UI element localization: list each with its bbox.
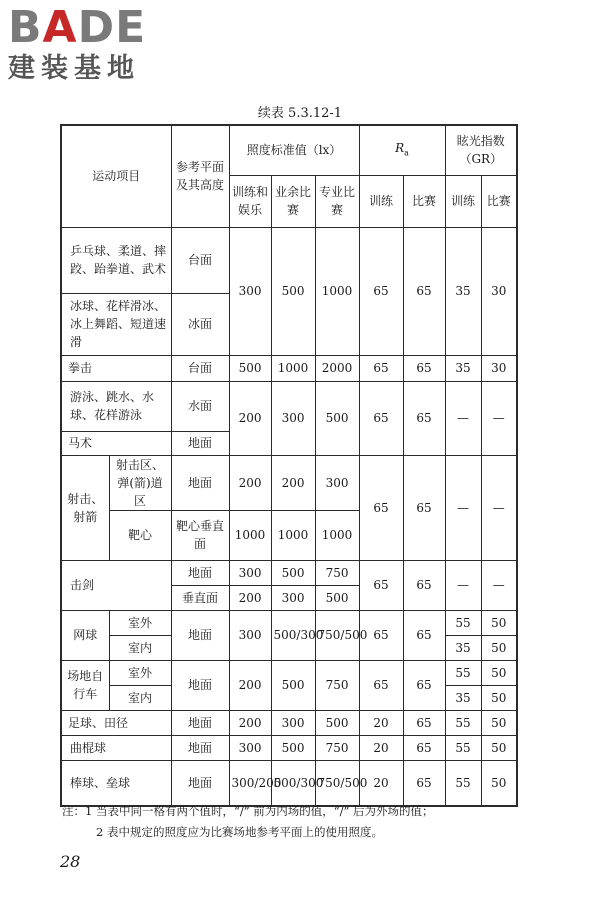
value-cell: 65 xyxy=(403,227,445,355)
header-rs-training: 训练 xyxy=(359,175,403,227)
value-cell: 65 xyxy=(403,560,445,610)
value-cell: 200 xyxy=(229,660,271,710)
value-cell: 50 xyxy=(481,735,517,760)
plane-cell: 靶心垂直面 xyxy=(171,510,229,560)
plane-cell: 垂直面 xyxy=(171,585,229,610)
value-cell: 500 xyxy=(271,560,315,585)
sport-cell: 曲棍球 xyxy=(61,735,171,760)
value-cell: 50 xyxy=(481,635,517,660)
header-rs: $R_a$ xyxy=(359,125,445,175)
sub-sport-cell: 室外 xyxy=(109,610,171,635)
value-cell: 65 xyxy=(359,355,403,381)
value-cell: 200 xyxy=(229,710,271,735)
value-cell: 500/300 xyxy=(271,760,315,806)
header-glare: 眩光指数（GR） xyxy=(445,125,517,175)
value-cell: 1000 xyxy=(315,510,359,560)
value-cell: 55 xyxy=(445,610,481,635)
value-cell: 50 xyxy=(481,660,517,685)
table-row xyxy=(61,560,517,585)
value-cell: — xyxy=(445,381,481,455)
plane-cell: 地面 xyxy=(171,560,229,585)
value-cell: 50 xyxy=(481,760,517,806)
brand-logo xyxy=(8,2,178,86)
value-cell: 500 xyxy=(271,735,315,760)
value-cell: 300 xyxy=(229,227,271,355)
header-sport: 运动项目 xyxy=(61,125,171,227)
table-row xyxy=(61,710,517,735)
value-cell: 65 xyxy=(359,610,403,660)
sport-cell: 射击、射箭 xyxy=(61,455,109,560)
value-cell: 55 xyxy=(445,735,481,760)
sport-cell: 马术 xyxy=(61,431,171,455)
sport-cell: 足球、田径 xyxy=(61,710,171,735)
plane-cell: 地面 xyxy=(171,710,229,735)
value-cell: 750/500 xyxy=(315,760,359,806)
value-cell: 1000 xyxy=(315,227,359,355)
value-cell: 300 xyxy=(271,381,315,455)
value-cell: 65 xyxy=(359,227,403,355)
value-cell: 35 xyxy=(445,227,481,355)
value-cell: 750 xyxy=(315,735,359,760)
value-cell: 65 xyxy=(359,660,403,710)
value-cell: 20 xyxy=(359,710,403,735)
plane-cell: 地面 xyxy=(171,660,229,710)
sub-sport-cell: 室内 xyxy=(109,635,171,660)
table-row xyxy=(61,760,517,806)
value-cell: 65 xyxy=(359,455,403,560)
value-cell: — xyxy=(445,455,481,560)
sport-cell: 击剑 xyxy=(61,560,171,610)
brand-wordmark: BADE xyxy=(8,2,147,53)
value-cell: 65 xyxy=(403,760,445,806)
plane-cell: 冰面 xyxy=(171,293,229,355)
illuminance-table xyxy=(60,124,518,807)
page-number: 28 xyxy=(60,852,81,871)
table-row xyxy=(61,355,517,381)
table-notes xyxy=(62,801,562,843)
header-training: 训练和娱乐 xyxy=(229,175,271,227)
sport-cell: 乒乓球、柔道、摔跤、跆拳道、武术 xyxy=(61,227,171,293)
plane-cell: 水面 xyxy=(171,381,229,431)
value-cell: 500 xyxy=(271,660,315,710)
plane-cell: 地面 xyxy=(171,431,229,455)
header-pro: 专业比赛 xyxy=(315,175,359,227)
value-cell: — xyxy=(481,560,517,610)
value-cell: 35 xyxy=(445,685,481,710)
sport-cell: 拳击 xyxy=(61,355,171,381)
value-cell: — xyxy=(481,381,517,455)
header-illuminance: 照度标准值（lx） xyxy=(229,125,359,175)
header-amateur: 业余比赛 xyxy=(271,175,315,227)
plane-cell: 地面 xyxy=(171,735,229,760)
value-cell: 300 xyxy=(271,585,315,610)
value-cell: 2000 xyxy=(315,355,359,381)
value-cell: 65 xyxy=(403,735,445,760)
value-cell: 65 xyxy=(403,610,445,660)
value-cell: 65 xyxy=(403,381,445,455)
header-gr-training: 训练 xyxy=(445,175,481,227)
sport-cell: 场地自行车 xyxy=(61,660,109,710)
brand-subtitle: 建装基地 xyxy=(8,53,140,84)
value-cell: 300 xyxy=(229,610,271,660)
value-cell: 1000 xyxy=(271,355,315,381)
value-cell: 500/300 xyxy=(271,610,315,660)
table-row xyxy=(61,381,517,431)
sport-cell: 冰球、花样滑冰、冰上舞蹈、短道速滑 xyxy=(61,293,171,355)
value-cell: 1000 xyxy=(229,510,271,560)
sport-cell: 棒球、垒球 xyxy=(61,760,171,806)
sub-sport-cell: 射击区、弹(箭)道区 xyxy=(109,455,171,510)
table-row xyxy=(61,735,517,760)
value-cell: 200 xyxy=(229,381,271,455)
sub-sport-cell: 室内 xyxy=(109,685,171,710)
header-row xyxy=(61,125,517,175)
plane-cell: 地面 xyxy=(171,610,229,660)
plane-cell: 地面 xyxy=(171,760,229,806)
value-cell: 300 xyxy=(229,735,271,760)
table-row xyxy=(61,660,517,685)
value-cell: 30 xyxy=(481,355,517,381)
value-cell: 300 xyxy=(229,560,271,585)
table-row xyxy=(61,455,517,510)
value-cell: 35 xyxy=(445,635,481,660)
header-rs-match: 比赛 xyxy=(403,175,445,227)
value-cell: 500 xyxy=(315,381,359,455)
sport-cell: 游泳、跳水、水球、花样游泳 xyxy=(61,381,171,431)
table-row xyxy=(61,227,517,293)
value-cell: 300/200 xyxy=(229,760,271,806)
sub-sport-cell: 室外 xyxy=(109,660,171,685)
value-cell: 500 xyxy=(315,585,359,610)
value-cell: 50 xyxy=(481,610,517,635)
value-cell: 200 xyxy=(229,585,271,610)
value-cell: 200 xyxy=(271,455,315,510)
header-ref-plane: 参考平面及其高度 xyxy=(171,125,229,227)
plane-cell: 台面 xyxy=(171,227,229,293)
value-cell: 65 xyxy=(403,660,445,710)
value-cell: 750 xyxy=(315,660,359,710)
value-cell: 500 xyxy=(229,355,271,381)
value-cell: 300 xyxy=(271,710,315,735)
value-cell: 65 xyxy=(403,455,445,560)
plane-cell: 地面 xyxy=(171,455,229,510)
value-cell: 50 xyxy=(481,710,517,735)
table-row xyxy=(61,610,517,635)
value-cell: 65 xyxy=(403,355,445,381)
note-2: 2 表中规定的照度应为比赛场地参考平面上的使用照度。 xyxy=(96,825,383,839)
value-cell: 200 xyxy=(229,455,271,510)
value-cell: 55 xyxy=(445,660,481,685)
value-cell: 300 xyxy=(315,455,359,510)
value-cell: 50 xyxy=(481,685,517,710)
plane-cell: 台面 xyxy=(171,355,229,381)
value-cell: 55 xyxy=(445,760,481,806)
value-cell: 65 xyxy=(359,381,403,455)
value-cell: 35 xyxy=(445,355,481,381)
value-cell: 750/500 xyxy=(315,610,359,660)
value-cell: 1000 xyxy=(271,510,315,560)
value-cell: 500 xyxy=(315,710,359,735)
value-cell: — xyxy=(481,455,517,560)
value-cell: 55 xyxy=(445,710,481,735)
sport-cell: 网球 xyxy=(61,610,109,660)
value-cell: 500 xyxy=(271,227,315,355)
sub-sport-cell: 靶心 xyxy=(109,510,171,560)
value-cell: 65 xyxy=(359,560,403,610)
value-cell: — xyxy=(445,560,481,610)
value-cell: 30 xyxy=(481,227,517,355)
value-cell: 65 xyxy=(403,710,445,735)
value-cell: 20 xyxy=(359,760,403,806)
value-cell: 20 xyxy=(359,735,403,760)
header-gr-match: 比赛 xyxy=(481,175,517,227)
value-cell: 750 xyxy=(315,560,359,585)
table-caption: 续表 5.3.12-1 xyxy=(257,106,343,121)
note-1: 注：1 当表中同一格有两个值时，“/” 前为内场的值，“/” 后为外场的值； xyxy=(62,804,434,818)
